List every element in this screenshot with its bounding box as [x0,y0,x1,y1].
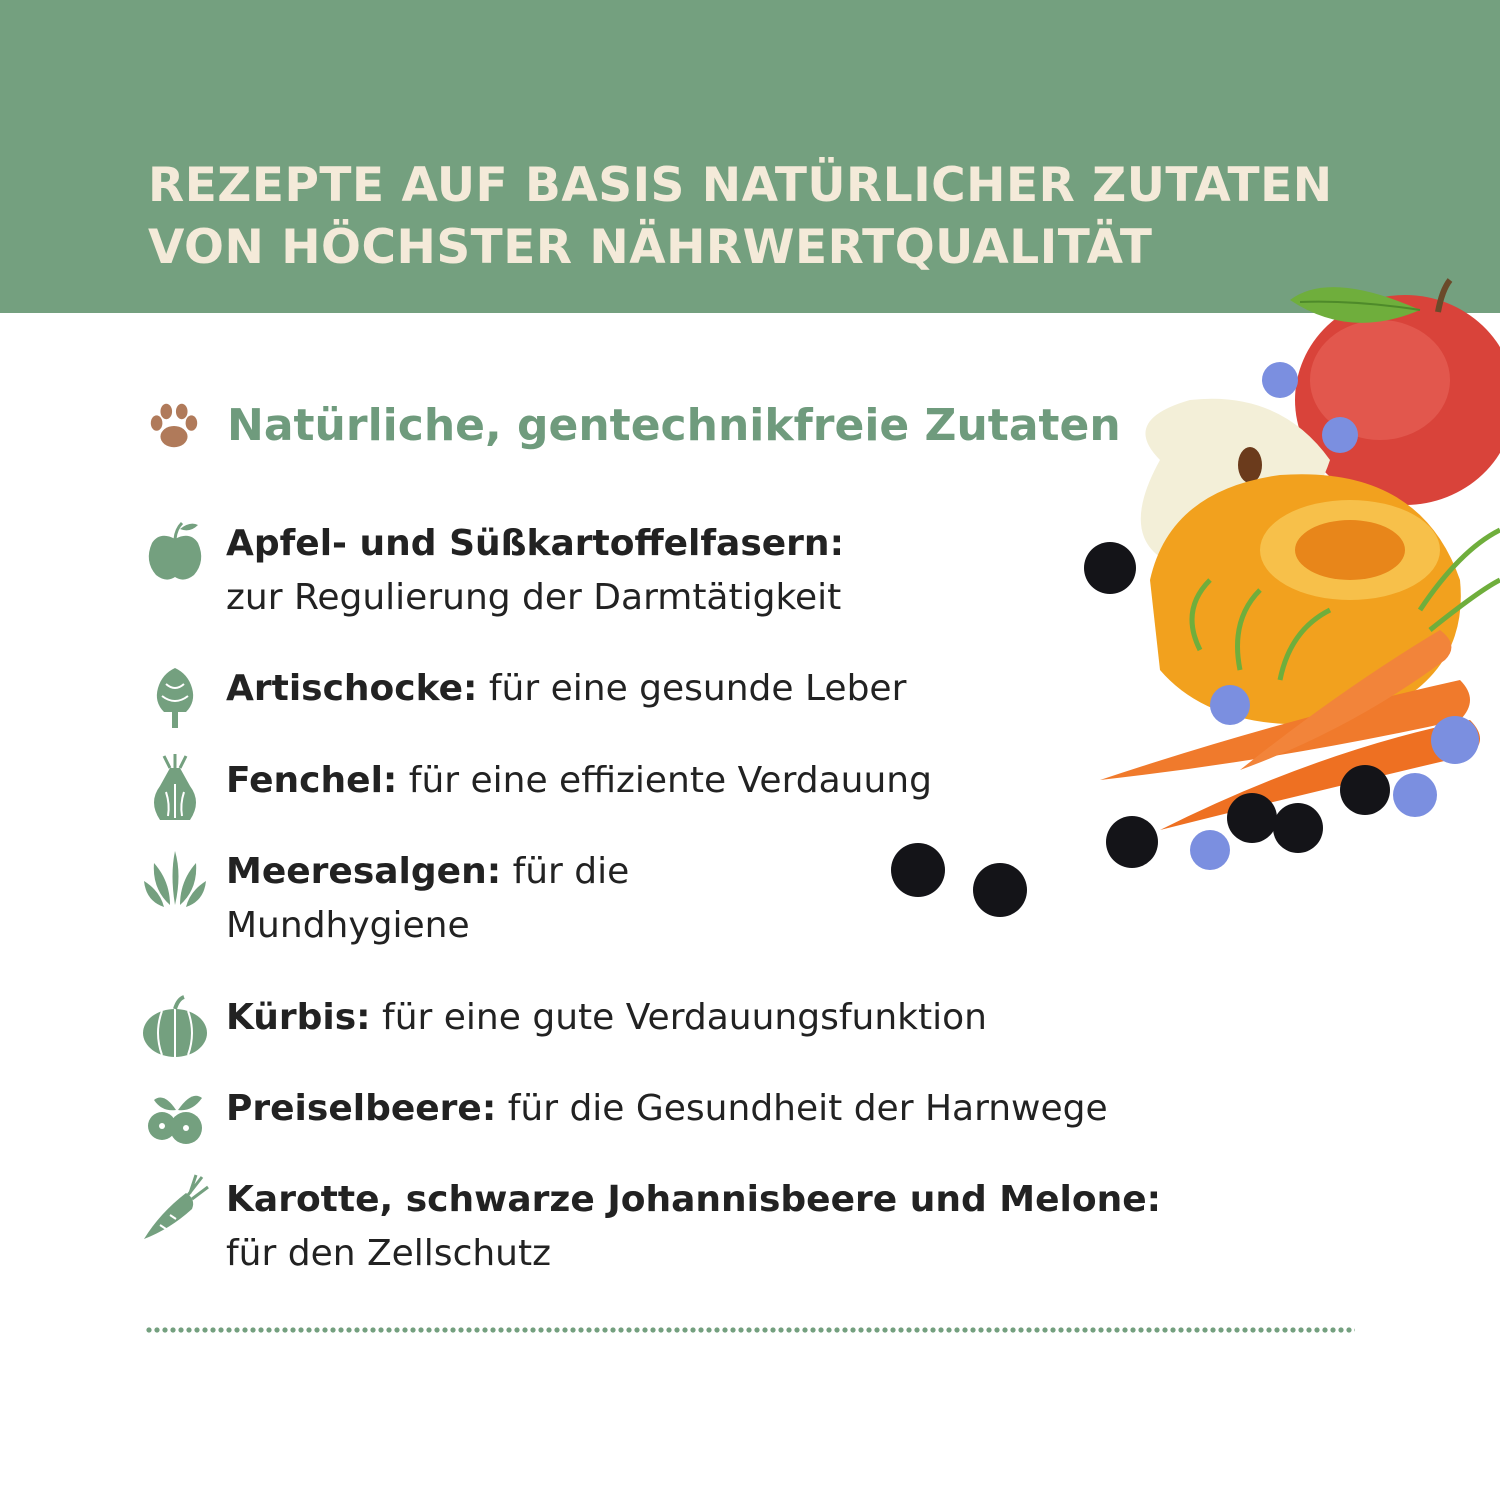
ingredient-benefit: für eine gute Verdauungsfunktion [382,997,987,1038]
ingredient-name: Meeresalgen: [226,851,502,892]
ingredient-name: Preiselbeere: [226,1088,497,1129]
ingredient-benefit: zur Regulierung der Darmtätigkeit [226,577,842,618]
ingredient-benefit: für eine effiziente Verdauung [408,760,932,801]
cranberry-icon [140,1082,210,1152]
paw-icon [145,396,203,454]
ingredient-benefit-line-1: für die [512,851,630,892]
pumpkin-icon [140,991,210,1061]
ingredient-name: Karotte, schwarze Johannisbeere und Melone: [226,1179,1162,1220]
ingredient-benefit: für eine gesunde Leber [488,668,907,709]
ingredient-item-cranberry [140,1082,1108,1152]
ingredient-item-carrot [140,1173,1161,1281]
ingredient-item-apple [140,517,844,625]
ingredient-name: Kürbis: [226,997,371,1038]
ingredient-item-pumpkin [140,991,987,1061]
ingredient-name: Apfel- und Süßkartoffelfasern: [226,523,844,564]
artichoke-icon [140,662,210,732]
ingredient-item-fennel [140,754,932,824]
ingredient-item-artichoke [140,662,906,732]
produce-illustration [860,250,1500,950]
apple-icon [140,517,210,587]
dotted-divider [145,1326,1355,1334]
ingredient-benefit: für die Gesundheit der Harnwege [507,1088,1108,1129]
subheading [145,395,1121,455]
banner-title-line-2: VON HÖCHSTER NÄHRWERTQUALITÄT [148,220,1153,275]
ingredient-item-seaweed [140,845,629,953]
banner-title-line-1: REZEPTE AUF BASIS NATÜRLICHER ZUTATEN [148,158,1333,213]
ingredient-benefit-line-2: Mundhygiene [226,905,470,946]
fennel-icon [140,754,210,824]
subheading-text: Natürliche, gentechnikfreie Zutaten [227,399,1121,451]
seaweed-icon [140,845,210,915]
carrot-icon [140,1173,210,1243]
ingredient-benefit: für den Zellschutz [226,1233,552,1274]
ingredient-name: Artischocke: [226,668,478,709]
ingredient-name: Fenchel: [226,760,398,801]
